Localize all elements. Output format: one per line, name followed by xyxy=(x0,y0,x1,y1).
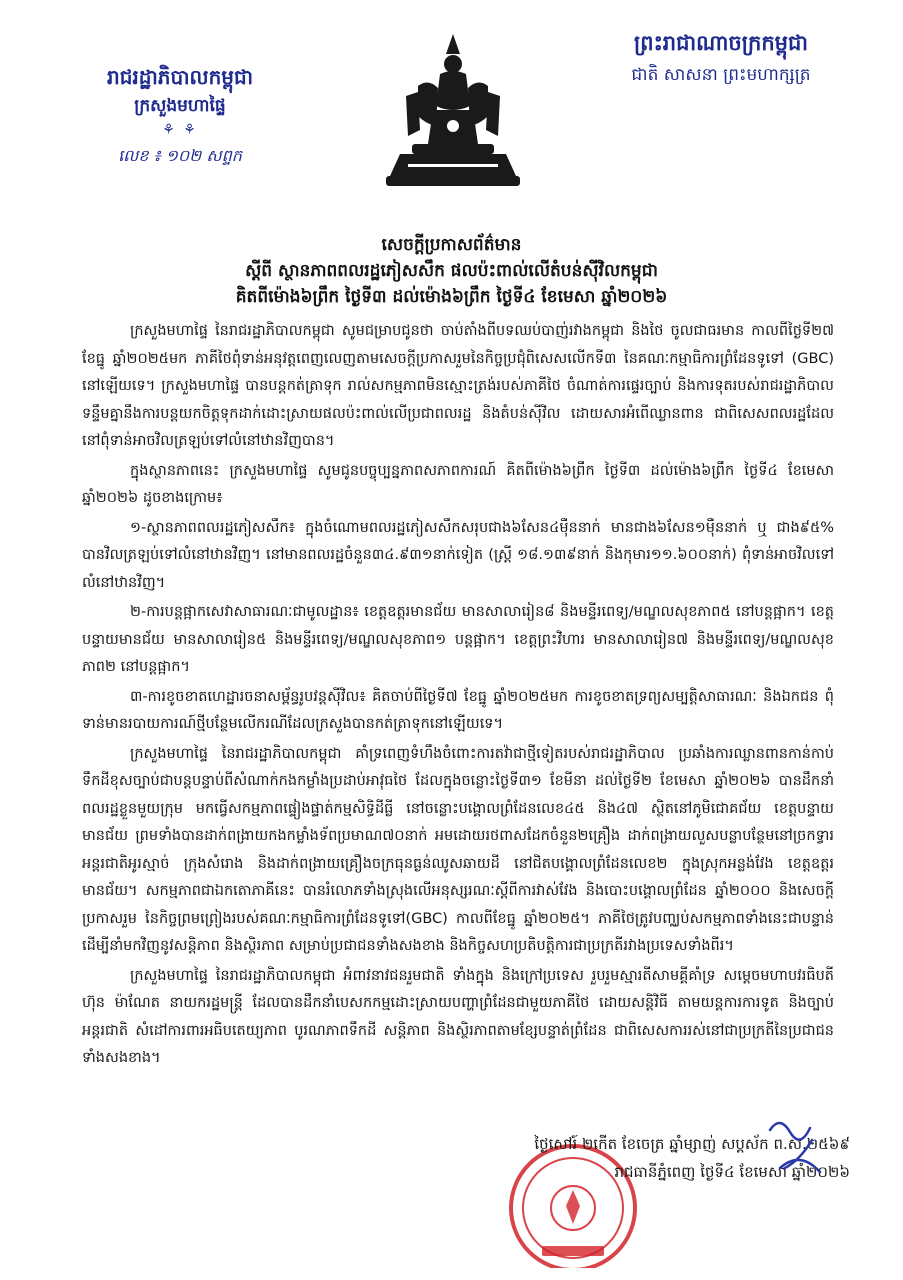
government-name: រាជរដ្ឋាភិបាលកម្ពុជា xyxy=(107,65,253,89)
solar-date: រាជធានីភ្នំពេញ ថ្ងៃទី៤ ខែមេសា ឆ្នាំ២០២៦ xyxy=(614,1163,850,1181)
paragraph-infrastructure: ៣-ការខូចខាតហេដ្ឋារចនាសម្ព័ន្ធរូបវន្តស៊ីវិល៖ គិតចាប់ពីថ្ងៃទី៧ ខែធ្នូ ឆ្នាំ២០២៥មក ការខូចខាតទ្រព្យសម្បត្តិសាធារណៈ និងឯកជន ពុំទាន់មានរបាយការណ៍ថ្មីបន្ថែមលើករណីដែលក្រសួងបានកត់ត្រាទុកនៅឡើយទេ។ xyxy=(82,688,834,732)
paragraph-refugees: ១-ស្ថានភាពពលរដ្ឋភៀសសឹក៖ ក្នុងចំណោមពលរដ្ឋភៀសសឹកសរុបជាង៦សែន៤ម៉ឺននាក់ មានជាង៦សែន១ម៉ឺននាក់ ឬ ជាង៩៥% បានវិលត្រឡប់ទៅលំនៅឋានវិញ។ នៅមានពលរដ្ឋចំនួន៣៤.៩៣១នាក់ទៀត (ស្ត្រី ១៨.១៣៩នាក់ និងកុមារ១១.៦០០នាក់) ពុំទាន់អាចវិលទៅលំនៅឋានវិញ។ xyxy=(82,519,834,591)
national-motto: ជាតិ សាសនា ព្រះមហាក្សត្រ xyxy=(631,65,811,85)
document-titles xyxy=(40,232,863,310)
paragraph-appeal: ក្រសួងមហាផ្ទៃ នៃរាជរដ្ឋាភិបាលកម្ពុជា អំពាវនាវជនរួមជាតិ ទាំងក្នុង និងក្រៅប្រទេស រួបរួមស្មារតីសាមគ្គីគាំទ្រ សម្តេចមហាបវរធិបតី ហ៊ុន ម៉ាណែត នាយករដ្ឋមន្ត្រី ដែលបានដឹកនាំបេសកកម្មដោះស្រាយបញ្ហាព្រំដែនជាមួយភាគីថៃ ដោយសន្តិវិធី តាមយន្តការការទូត និងច្បាប់អន្តរជាតិ សំដៅការពារអធិបតេយ្យភាព បូរណភាពទឹកដី សន្តិភាព និងស្ថិរភាពតាមខ្សែបន្ទាត់ព្រំដែន ជាពិសេសការរស់នៅជាប្រក្រតីនៃប្រជាជនទាំងសងខាង។ xyxy=(82,967,834,1066)
paragraph-situation: ក្នុងស្ថានភាពនេះ ក្រសួងមហាផ្ទៃ សូមជូនបច្ចុប្បន្នភាពសភាពការណ៍ គិតពីម៉ោង៦ព្រឹក ថ្ងៃទី៣ ដល់ម៉ោង៦ព្រឹក ថ្ងៃទី៤ ខែមេសា ឆ្នាំ២០២៦ ដូចខាងក្រោម៖ xyxy=(82,462,834,506)
document-body xyxy=(82,318,834,1075)
paragraph-intro: ក្រសួងមហាផ្ទៃ នៃរាជរដ្ឋាភិបាលកម្ពុជា សូមជម្រាបជូនថា ចាប់តាំងពីបទឈប់បាញ់រវាងកម្ពុជា និងថៃ ចូលជាធរមាន កាលពីថ្ងៃទី២៧ ខែធ្នូ ឆ្នាំ២០២៥មក ភាគីថៃពុំទាន់អនុវត្តពេញលេញតាមសេចក្តីប្រកាសរួមនៃកិច្ចប្រជុំពិសេសលើកទី៣ នៃគណៈកម្មាធិការព្រំដែនទូទៅ (GBC) នៅឡើយទេ។ ក្រសួងមហាផ្ទៃ បានបន្តកត់ត្រាទុក រាល់សកម្មភាពមិនស្មោះត្រង់របស់ភាគីថៃ ចំណាត់ការផ្ទេរច្បាប់ និងការទុតរបស់រាជរដ្ឋាភិបាល ទន្ទឹមគ្នានឹងការបន្តយកចិត្តទុកដាក់ដោះស្រាយផលប៉ះពាល់លើប្រជាពលរដ្ឋ និងតំបន់ស៊ីវិល ដោយសារអំពើឈ្លានពាន ជាពិសេសពលរដ្ឋដែលនៅពុំទាន់អាចវិលត្រឡប់ទៅលំនៅឋានវិញបាន។ xyxy=(82,323,834,449)
ministry-name: ក្រសួងមហាផ្ទៃ xyxy=(134,96,226,116)
title-subject: ស្តីពី ស្ថានភាពពលរដ្ឋភៀសសឹក ផលប៉ះពាល់លើតំបន់ស៊ីវិលកម្ពុជា xyxy=(245,261,658,281)
ornament-divider: ⚘ ⚘ xyxy=(162,122,198,138)
title-period: គិតពីម៉ោង៦ព្រឹក ថ្ងៃទី៣ ដល់ម៉ោង៦ព្រឹក ថ្ងៃទី៤ ខែមេសា ឆ្នាំ២០២៦ xyxy=(235,287,668,307)
paragraph-public-services: ២-ការបន្តផ្អាកសេវាសាធារណៈជាមូលដ្ឋាន៖ ខេត្តឧត្តរមានជ័យ មានសាលារៀន៨ និងមន្ទីរពេទ្យ/មណ្ឌលសុខភាព៥ នៅបន្តផ្អាក។ ខេត្តបន្ទាយមានជ័យ មានសាលារៀន៥ និងមន្ទីរពេទ្យ/មណ្ឌលសុខភាព១ បន្តផ្អាក។ ខេត្តព្រះវិហារ មានសាលារៀន៧ និងមន្ទីរពេទ្យ/មណ្ឌលសុខភាព២ នៅបន្តផ្អាក។ xyxy=(82,604,834,675)
signature-icon xyxy=(760,1110,840,1180)
paragraph-protest: ក្រសួងមហាផ្ទៃ នៃរាជរដ្ឋាភិបាលកម្ពុជា គាំទ្រពេញទំហឹងចំពោះការតវ៉ាជាថ្មីទៀតរបស់រាជរដ្ឋាភិបាល ប្រឆាំងការឈ្លានពានកាន់កាប់ទឹកដីខុសច្បាប់ជាបន្តបន្ទាប់ពីសំណាក់កងកម្លាំងប្រដាប់អាវុធថៃ ដែលក្នុងចន្លោះថ្ងៃទី៣១ ខែមីនា ដល់ថ្ងៃទី២ ខែមេសា ឆ្នាំ២០២៦ បានដឹកនាំពលរដ្ឋខ្លួនមួយក្រុម មកធ្វើសកម្មភាពផ្ទៀងផ្ទាត់កម្មសិទ្ធិដីធ្លី នៅចន្លោះបង្គោលព្រំដែនលេខ៤៥ និង៤៧ ស្ថិតនៅភូមិជោគជ័យ ខេត្តបន្ទាយមានជ័យ ព្រមទាំងបានដាក់ពង្រាយកងកម្លាំងទ័ពប្រមាណ៧០នាក់ អមដោយរថពាសដែកចំនួន២គ្រឿង ដាក់ពង្រាយលួសបន្លាបន្ថែមនៅច្រកទ្វារអន្តរជាតិអូរស្មាច់ ក្រុងសំរោង និងដាក់ពង្រាយគ្រឿងចក្រធុនធ្ងន់ឈូសឆាយដី នៅជិតបង្គោលព្រំដែនលេខ២ ក្នុងស្រុកអន្លង់វែង ខេត្តឧត្តរមានជ័យ។ សកម្មភាពជាឯកតោភាគីនេះ បានរំលោភទាំងស្រុងលើអនុស្សរណៈស្តីពីការវាស់វែង និងបោះបង្គោលព្រំដែន ឆ្នាំ២០០០ និងសេចក្តីប្រកាសរួម នៃកិច្ចព្រមព្រៀងរបស់គណៈកម្មាធិការព្រំដែនទូទៅ(GBC) កាលពីខែធ្នូ ឆ្នាំ២០២៥។ ភាគីថៃត្រូវបញ្ឈប់សកម្មភាពទាំងនេះជាបន្ទាន់ ដើម្បីនាំមកវិញនូវសន្តិភាព និងស្ថិរភាព សម្រាប់ប្រជាជនទាំងសងខាង និងកិច្ចសហប្រតិបត្តិការជាប្រក្រតីរវាងប្រទេសទាំងពីរ។ xyxy=(82,745,834,954)
kingdom-header xyxy=(591,26,851,90)
title-main: សេចក្តីប្រកាសព័ត៌មាន xyxy=(381,235,522,255)
kingdom-name: ព្រះរាជាណាចក្រកម្ពុជា xyxy=(633,31,808,55)
ministry-header xyxy=(70,62,290,170)
lunar-date: ថ្ងៃសៅរ៍ ២កើត ខែចេត្រ ឆ្នាំម្សាញ់ សប្តស័ក ព.ស.២៥៦៩ xyxy=(534,1135,850,1153)
reference-number: លេខ ៖ ១០២ សព្ទក xyxy=(118,146,242,165)
royal-emblem-icon xyxy=(378,26,528,196)
